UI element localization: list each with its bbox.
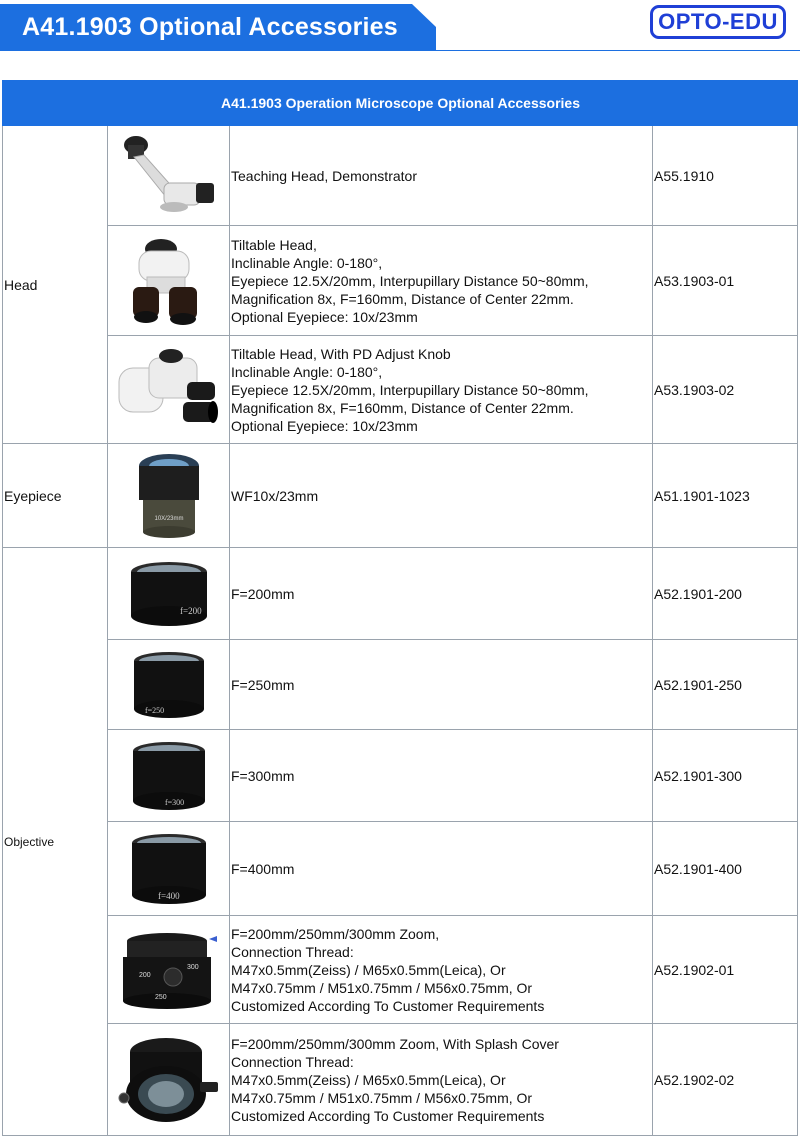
desc-line: F=300mm — [231, 767, 295, 784]
objective-200-image — [128, 558, 210, 630]
brand-logo — [650, 5, 786, 39]
desc-line: Tiltable Head, — [231, 236, 317, 253]
desc-line: Customized According To Customer Requirements — [231, 1107, 545, 1124]
eyepiece-mark: 10X/23mm — [154, 515, 184, 522]
eyepiece-photo — [108, 444, 230, 548]
row-code: A53.1903-01 — [653, 226, 798, 336]
desc-line: Magnification 8x, F=160mm, Distance of Center 22mm. — [231, 290, 574, 307]
table-row — [3, 640, 798, 730]
desc-line: Tiltable Head, With PD Adjust Knob — [231, 345, 451, 362]
table-row — [3, 822, 798, 916]
tiltable-head-image — [119, 233, 219, 328]
desc-line: M47x0.5mm(Zeiss) / M65x0.5mm(Leica), Or — [231, 1071, 506, 1088]
accessories-table — [2, 80, 798, 1136]
desc-line: Connection Thread: — [231, 943, 354, 960]
row-code: A53.1903-02 — [653, 336, 798, 444]
row-code: A55.1910 — [653, 126, 798, 226]
row-description — [230, 730, 653, 822]
teaching-head-image — [114, 131, 224, 221]
objective-300-mark: f=300 — [165, 797, 185, 807]
zoom-mark-200: 200 — [139, 971, 151, 979]
objective-200-mark: f=200 — [180, 605, 202, 616]
row-code: A52.1902-01 — [653, 916, 798, 1024]
table-row — [3, 730, 798, 822]
brand-logo-text: OPTO-EDU — [658, 9, 778, 34]
desc-line: F=200mm — [231, 585, 295, 602]
desc-line: Eyepiece 12.5X/20mm, Interpupillary Distance 50~80mm, — [231, 272, 589, 289]
desc-line: M47x0.75mm / M51x0.75mm / M56x0.75mm, Or — [231, 1089, 533, 1106]
row-code: A52.1901-250 — [653, 640, 798, 730]
table-row — [3, 126, 798, 226]
row-description — [230, 226, 653, 336]
row-description — [230, 822, 653, 916]
row-description — [230, 336, 653, 444]
objective-200-photo — [108, 548, 230, 640]
row-code: A52.1901-300 — [653, 730, 798, 822]
tiltable-head-photo — [108, 226, 230, 336]
desc-line: F=200mm/250mm/300mm Zoom, — [231, 925, 440, 942]
table-row — [3, 916, 798, 1024]
row-description — [230, 548, 653, 640]
desc-line: Teaching Head, Demonstrator — [231, 167, 417, 184]
objective-250-image — [131, 649, 207, 721]
row-description — [230, 444, 653, 548]
category-objective: Objective — [3, 548, 108, 1136]
desc-line: Customized According To Customer Requirements — [231, 997, 545, 1014]
row-description — [230, 916, 653, 1024]
row-code: A52.1901-400 — [653, 822, 798, 916]
tiltable-head-pd-image — [113, 342, 225, 437]
desc-line: WF10x/23mm — [231, 487, 319, 504]
zoom-mark-250: 250 — [155, 993, 167, 1001]
table-row — [3, 226, 798, 336]
row-code: A52.1901-200 — [653, 548, 798, 640]
objective-400-photo — [108, 822, 230, 916]
page-header — [0, 0, 800, 52]
table-row — [3, 1024, 798, 1136]
desc-line: Optional Eyepiece: 10x/23mm — [231, 417, 418, 434]
desc-line: Connection Thread: — [231, 1053, 354, 1070]
desc-line: F=400mm — [231, 860, 295, 877]
desc-line: M47x0.5mm(Zeiss) / M65x0.5mm(Leica), Or — [231, 961, 506, 978]
objective-300-image — [129, 739, 209, 813]
objective-400-image — [128, 831, 210, 907]
zoom-mark-300: 300 — [187, 963, 199, 971]
objective-400-mark: f=400 — [158, 890, 180, 901]
row-code: A51.1901-1023 — [653, 444, 798, 548]
table-caption: A41.1903 Operation Microscope Optional Accessories — [3, 81, 798, 126]
page-title: A41.1903 Optional Accessories — [22, 13, 398, 41]
desc-line: Optional Eyepiece: 10x/23mm — [231, 308, 418, 325]
desc-line: Eyepiece 12.5X/20mm, Interpupillary Distance 50~80mm, — [231, 381, 589, 398]
row-description — [230, 126, 653, 226]
objective-250-mark: f=250 — [145, 705, 165, 715]
desc-line: F=200mm/250mm/300mm Zoom, With Splash Cover — [231, 1035, 559, 1052]
table-row — [3, 444, 798, 548]
tiltable-head-pd-photo — [108, 336, 230, 444]
row-description — [230, 640, 653, 730]
category-eyepiece: Eyepiece — [3, 444, 108, 548]
row-code: A52.1902-02 — [653, 1024, 798, 1136]
desc-line: M47x0.75mm / M51x0.75mm / M56x0.75mm, Or — [231, 979, 533, 996]
zoom-objective-photo — [108, 916, 230, 1024]
desc-line: Inclinable Angle: 0-180°, — [231, 363, 383, 380]
zoom-objective-splash-photo — [108, 1024, 230, 1136]
desc-line: Magnification 8x, F=160mm, Distance of Center 22mm. — [231, 399, 574, 416]
desc-line: Inclinable Angle: 0-180°, — [231, 254, 383, 271]
table-row — [3, 336, 798, 444]
teaching-head-photo — [108, 126, 230, 226]
row-description — [230, 1024, 653, 1136]
objective-250-photo — [108, 640, 230, 730]
zoom-objective-splash-image — [114, 1032, 224, 1128]
desc-line: F=250mm — [231, 676, 295, 693]
eyepiece-image — [129, 450, 209, 542]
zoom-objective-image — [117, 929, 221, 1011]
category-head: Head — [3, 126, 108, 444]
table-row — [3, 548, 798, 640]
header-rule — [0, 50, 800, 51]
objective-300-photo — [108, 730, 230, 822]
